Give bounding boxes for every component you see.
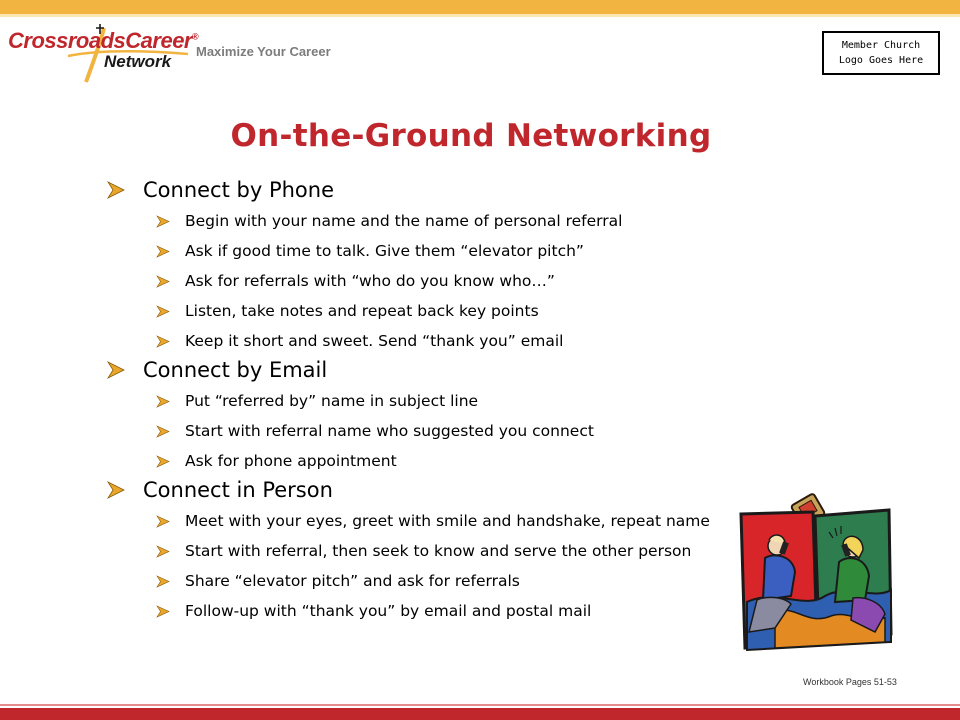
- arrow-bullet-icon: [156, 545, 170, 558]
- slide-title: On-the-Ground Networking: [230, 118, 712, 154]
- arrow-bullet-icon: [156, 215, 170, 228]
- top-accent-line: [0, 14, 960, 17]
- list-item-text: Put “referred by” name in subject line: [185, 392, 479, 410]
- workbook-pages-note: Workbook Pages 51-53: [803, 677, 897, 687]
- list-item-text: Share “elevator pitch” and ask for referrals: [185, 572, 520, 590]
- list-item-text: Ask for phone appointment: [185, 452, 397, 470]
- arrow-bullet-icon: [156, 395, 170, 408]
- arrow-bullet-icon: [156, 605, 170, 618]
- logo-name-part1: Crossroads: [8, 28, 126, 53]
- arrow-bullet-icon: [156, 245, 170, 258]
- arrow-bullet-icon: [106, 361, 126, 379]
- arrow-bullet-icon: [156, 515, 170, 528]
- list-item-text: Meet with your eyes, greet with smile and handshake, repeat name: [185, 512, 710, 530]
- section-heading-text: Connect by Phone: [143, 178, 334, 202]
- logo-network: Network: [104, 52, 172, 71]
- logo-wordmark: [8, 28, 198, 54]
- list-item-text: Start with referral, then seek to know and serve the other person: [185, 542, 692, 560]
- member-church-logo-placeholder: [822, 31, 940, 75]
- logo-tagline: Maximize Your Career: [196, 44, 331, 59]
- list-item-text: Keep it short and sweet. Send “thank you” email: [185, 332, 564, 350]
- arrow-bullet-icon: [156, 305, 170, 318]
- list-item-text: Listen, take notes and repeat back key points: [185, 302, 539, 320]
- crossroads-logo: [8, 24, 338, 86]
- list-item-text: Begin with your name and the name of personal referral: [185, 212, 623, 230]
- arrow-bullet-icon: [156, 275, 170, 288]
- bottom-accent-bar: [0, 708, 960, 720]
- section-heading-text: Connect in Person: [143, 478, 333, 502]
- arrow-bullet-icon: [156, 575, 170, 588]
- arrow-bullet-icon: [156, 335, 170, 348]
- arrow-bullet-icon: [156, 425, 170, 438]
- section-heading-text: Connect by Email: [143, 358, 328, 382]
- arrow-bullet-icon: [106, 481, 126, 499]
- phone-conversation-illustration: [735, 492, 897, 662]
- list-item-text: Start with referral name who suggested you connect: [185, 422, 594, 440]
- list-item-text: Follow-up with “thank you” by email and postal mail: [185, 602, 592, 620]
- top-accent-bar: [0, 0, 960, 14]
- logo-registered-mark: ®: [192, 31, 199, 42]
- list-item-text: Ask for referrals with “who do you know who…”: [185, 272, 555, 290]
- member-box-line2: Logo Goes Here: [838, 55, 924, 66]
- list-item-text: Ask if good time to talk. Give them “elevator pitch”: [185, 242, 584, 260]
- logo-name-part2: Career: [125, 28, 192, 53]
- bottom-accent-line: [0, 704, 960, 706]
- arrow-bullet-icon: [156, 455, 170, 468]
- arrow-bullet-icon: [106, 181, 126, 199]
- member-box-line1: Member Church: [841, 40, 921, 51]
